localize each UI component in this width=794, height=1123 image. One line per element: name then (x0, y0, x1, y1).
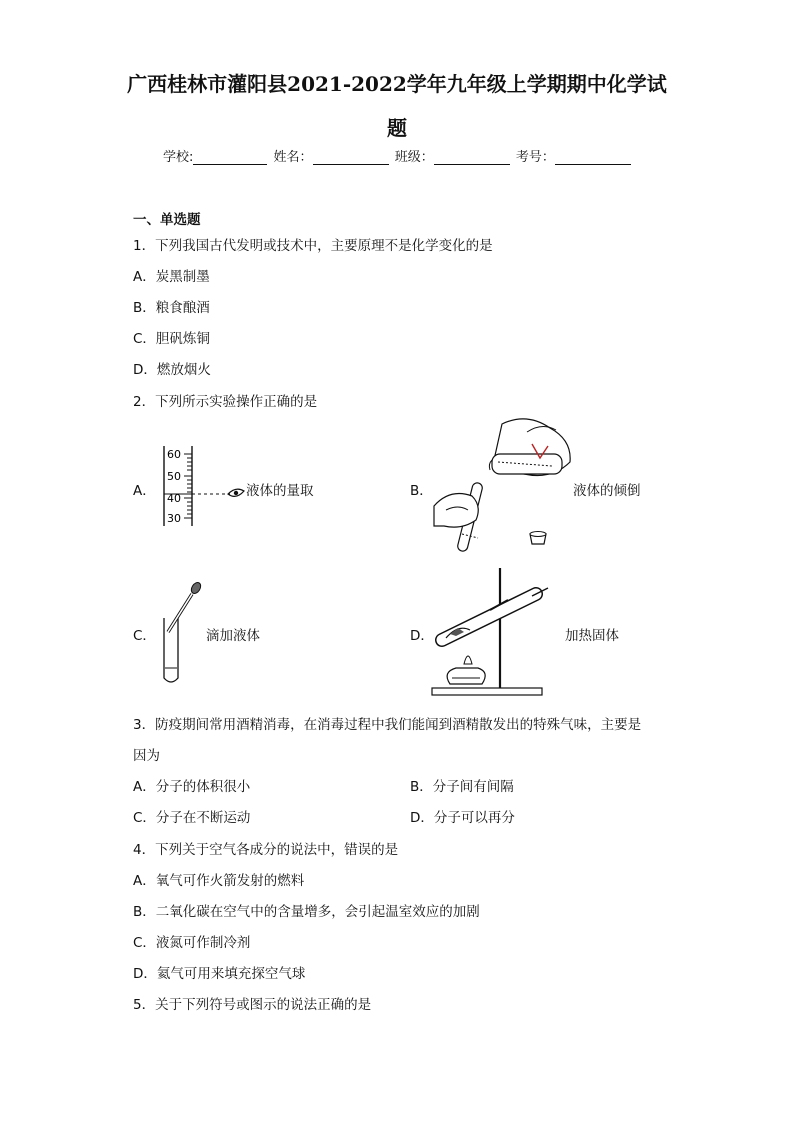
class-blank[interactable] (434, 150, 510, 165)
q3-stem-line1: 3．防疫期间常用酒精消毒，在消毒过程中我们能闻到酒精散发出的特殊气味，主要是 (133, 717, 642, 733)
q2-option-a-caption: 液体的量取 (246, 483, 314, 499)
tick-label-50: 50 (167, 470, 181, 483)
tick-label-40: 40 (167, 492, 181, 505)
q2-option-c-caption: 滴加液体 (206, 628, 260, 644)
name-blank[interactable] (313, 150, 389, 165)
exam-title-line1: 广西桂林市灌阳县2021-2022学年九年级上学期期中化学试 (127, 72, 667, 96)
q1-option-c[interactable]: C．胆矾炼铜 (133, 331, 210, 347)
section-title: 一、单选题 (133, 212, 201, 228)
q5-stem: 5．关于下列符号或图示的说法正确的是 (133, 997, 372, 1013)
q1-stem: 1．下列我国古代发明或技术中，主要原理不是化学变化的是 (133, 238, 493, 254)
q2-stem: 2．下列所示实验操作正确的是 (133, 394, 318, 410)
tick-label-30: 30 (167, 512, 181, 525)
q2-option-b-caption: 液体的倾倒 (573, 483, 641, 499)
liquid-pouring-figure (432, 414, 577, 554)
school-blank[interactable] (193, 150, 267, 165)
name-label: 姓名： (273, 150, 313, 165)
q1-option-a[interactable]: A．炭黑制墨 (133, 269, 210, 285)
q1-option-d[interactable]: D．燃放烟火 (133, 362, 211, 378)
q2-option-a-label[interactable]: A． (133, 483, 156, 499)
bottle-stopper-icon (530, 532, 546, 545)
eye-icon (228, 489, 244, 496)
q4-option-d[interactable]: D．氦气可用来填充探空气球 (133, 966, 306, 982)
graduated-cylinder-figure (158, 444, 248, 528)
q4-option-c[interactable]: C．液氮可作制冷剂 (133, 935, 251, 951)
q3-stem-line2: 因为 (133, 748, 160, 764)
heating-solid-figure (428, 564, 556, 698)
q2-option-d-caption: 加热固体 (565, 628, 619, 644)
class-label: 班级： (394, 150, 434, 165)
q3-option-c[interactable]: C．分子在不断运动 (133, 810, 251, 826)
q4-option-a[interactable]: A．氧气可作火箭发射的燃料 (133, 873, 305, 889)
q2-option-b-label[interactable]: B． (410, 483, 433, 499)
number-label: 考号： (515, 150, 555, 165)
tick-label-60: 60 (167, 448, 181, 461)
q3-option-a[interactable]: A．分子的体积很小 (133, 779, 251, 795)
student-info-row (163, 146, 631, 165)
q4-stem: 4．下列关于空气各成分的说法中，错误的是 (133, 842, 399, 858)
school-label: 学校: (163, 150, 194, 165)
q2-option-c-label[interactable]: C． (133, 628, 156, 644)
q4-option-b[interactable]: B．二氧化碳在空气中的含量增多，会引起温室效应的加剧 (133, 904, 480, 920)
q2-option-d-label[interactable]: D． (410, 628, 434, 644)
exam-title-line2: 题 (387, 116, 407, 140)
q1-option-b[interactable]: B．粮食酿酒 (133, 300, 210, 316)
q3-option-d[interactable]: D．分子可以再分 (410, 810, 515, 826)
dropper-figure (158, 580, 208, 690)
number-blank[interactable] (555, 150, 631, 165)
q3-option-b[interactable]: B．分子间有间隔 (410, 779, 514, 795)
